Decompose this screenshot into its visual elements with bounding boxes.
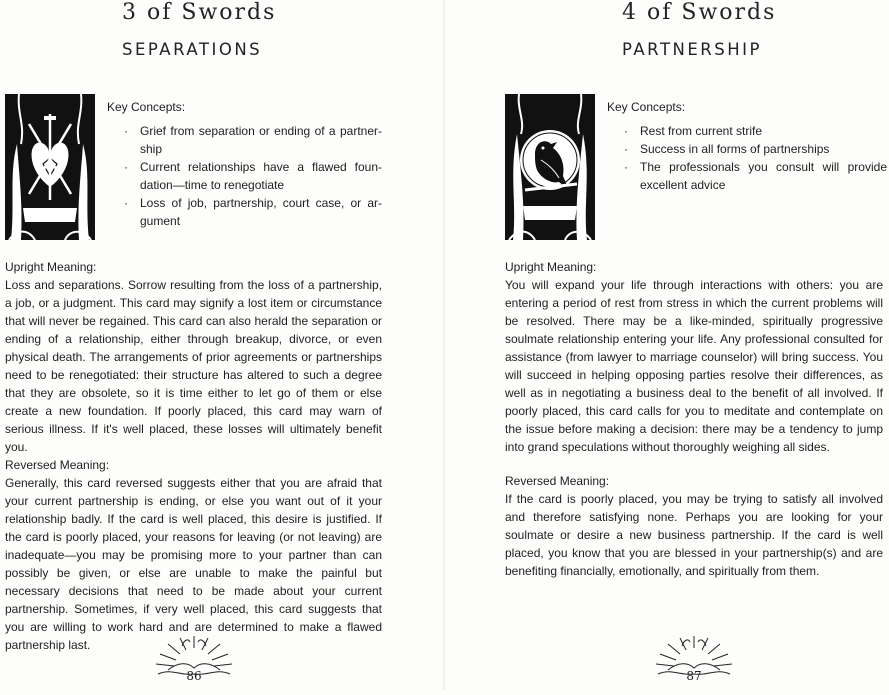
list-item: · Rest from current strife	[607, 122, 887, 140]
key-concepts	[607, 98, 887, 194]
upright-meaning	[505, 258, 883, 456]
key-concepts-list	[107, 122, 382, 230]
page-number: 87	[686, 669, 702, 683]
reversed-meaning	[505, 472, 883, 580]
page-number: 86	[186, 669, 202, 683]
upright-label: Upright Meaning:	[5, 260, 97, 274]
card-title: 4 of Swords	[622, 0, 777, 25]
upright-text: You will expand your life through interactions with others: you are entering a period of rest from stress in which the current problems will be resolved. There may be a like-minded, spiritually progressive soulmate relationship entering your life. Any professional consulted for assistance (from lawyer to marriage counselor) will bring success. You will succeed in helping opposing parties resolve their differences, as well as in negotiating a business deal to the benefit of all involved. If poorly placed, this card calls for you to meditate and contemplate on the issue before making a decision: there may be a tendency to jump into grand speculations without thoroughly weighing all sides.	[505, 278, 883, 454]
left-page	[0, 0, 444, 690]
card-subtitle: PARTNERSHIP	[622, 40, 762, 59]
key-concepts-label: Key Concepts:	[607, 100, 686, 114]
list-item: · The professionals you consult will provide excellent advice	[607, 158, 887, 194]
reversed-label: Reversed Meaning:	[5, 458, 110, 472]
reversed-text: If the card is poorly placed, you may be trying to satisfy all involved and therefore satisfying none. Perhaps you are looking for your soulmate or desire a new business partnership. If the card is well placed, you know that you are blessed in your partnership(s) and are benefiting financially, emotionally, and spiritually from them.	[505, 492, 883, 578]
list-item: · Loss of job, partnership, court case, or ar-gument	[107, 194, 382, 230]
right-page	[445, 0, 889, 690]
page-number-ornament	[652, 634, 736, 690]
upright-meaning	[5, 258, 382, 456]
heart-pierced-by-swords-card-icon	[5, 94, 95, 240]
key-concepts-list	[607, 122, 887, 194]
raven-on-branch-card-icon	[505, 94, 595, 240]
upright-text: Loss and separations. Sorrow resulting from the loss of a partnership, a job, or a judgment. This card may signify a lost item or circumstance that will never be regained. This card can also herald the separation or ending of a relationship, either through breakup, divorce, or even physical death. The arrangements of prior agreements or partnerships need to be renegotiated: their structure has altered to such a degree that they are obsolete, so it is time either to let go of them or else create a new foundation. If poorly placed, this card may warn of serious illness. If it's well placed, these losses will ultimately benefit you.	[5, 278, 382, 454]
upright-label: Upright Meaning:	[505, 260, 597, 274]
key-concepts	[107, 98, 382, 230]
page-number-ornament	[152, 634, 236, 690]
reversed-meaning	[5, 456, 382, 654]
reversed-text: Generally, this card reversed suggests either that you are afraid that your current partnership is ending, or else you want out of it your relationship badly. If the card is well placed, this desire is justified. If the card is poorly placed, your reasons for leaving (or not leaving) are inadequate—you may be promising more to your partner than can possibly be given, or else are unable to make the painful but necessary decisions that need to be made about your current partnership. Sometimes, if very well placed, this card suggests that you are willing to work hard and are determined to make a flawed partnership last.	[5, 476, 382, 652]
list-item: · Success in all forms of partnerships	[607, 140, 887, 158]
card-title: 3 of Swords	[122, 0, 277, 25]
card-subtitle: SEPARATIONS	[122, 40, 263, 59]
list-item: · Current relationships have a flawed foun-dation—time to renegotiate	[107, 158, 382, 194]
reversed-label: Reversed Meaning:	[505, 474, 610, 488]
key-concepts-label: Key Concepts:	[107, 100, 186, 114]
list-item: · Grief from separation or ending of a partner-ship	[107, 122, 382, 158]
